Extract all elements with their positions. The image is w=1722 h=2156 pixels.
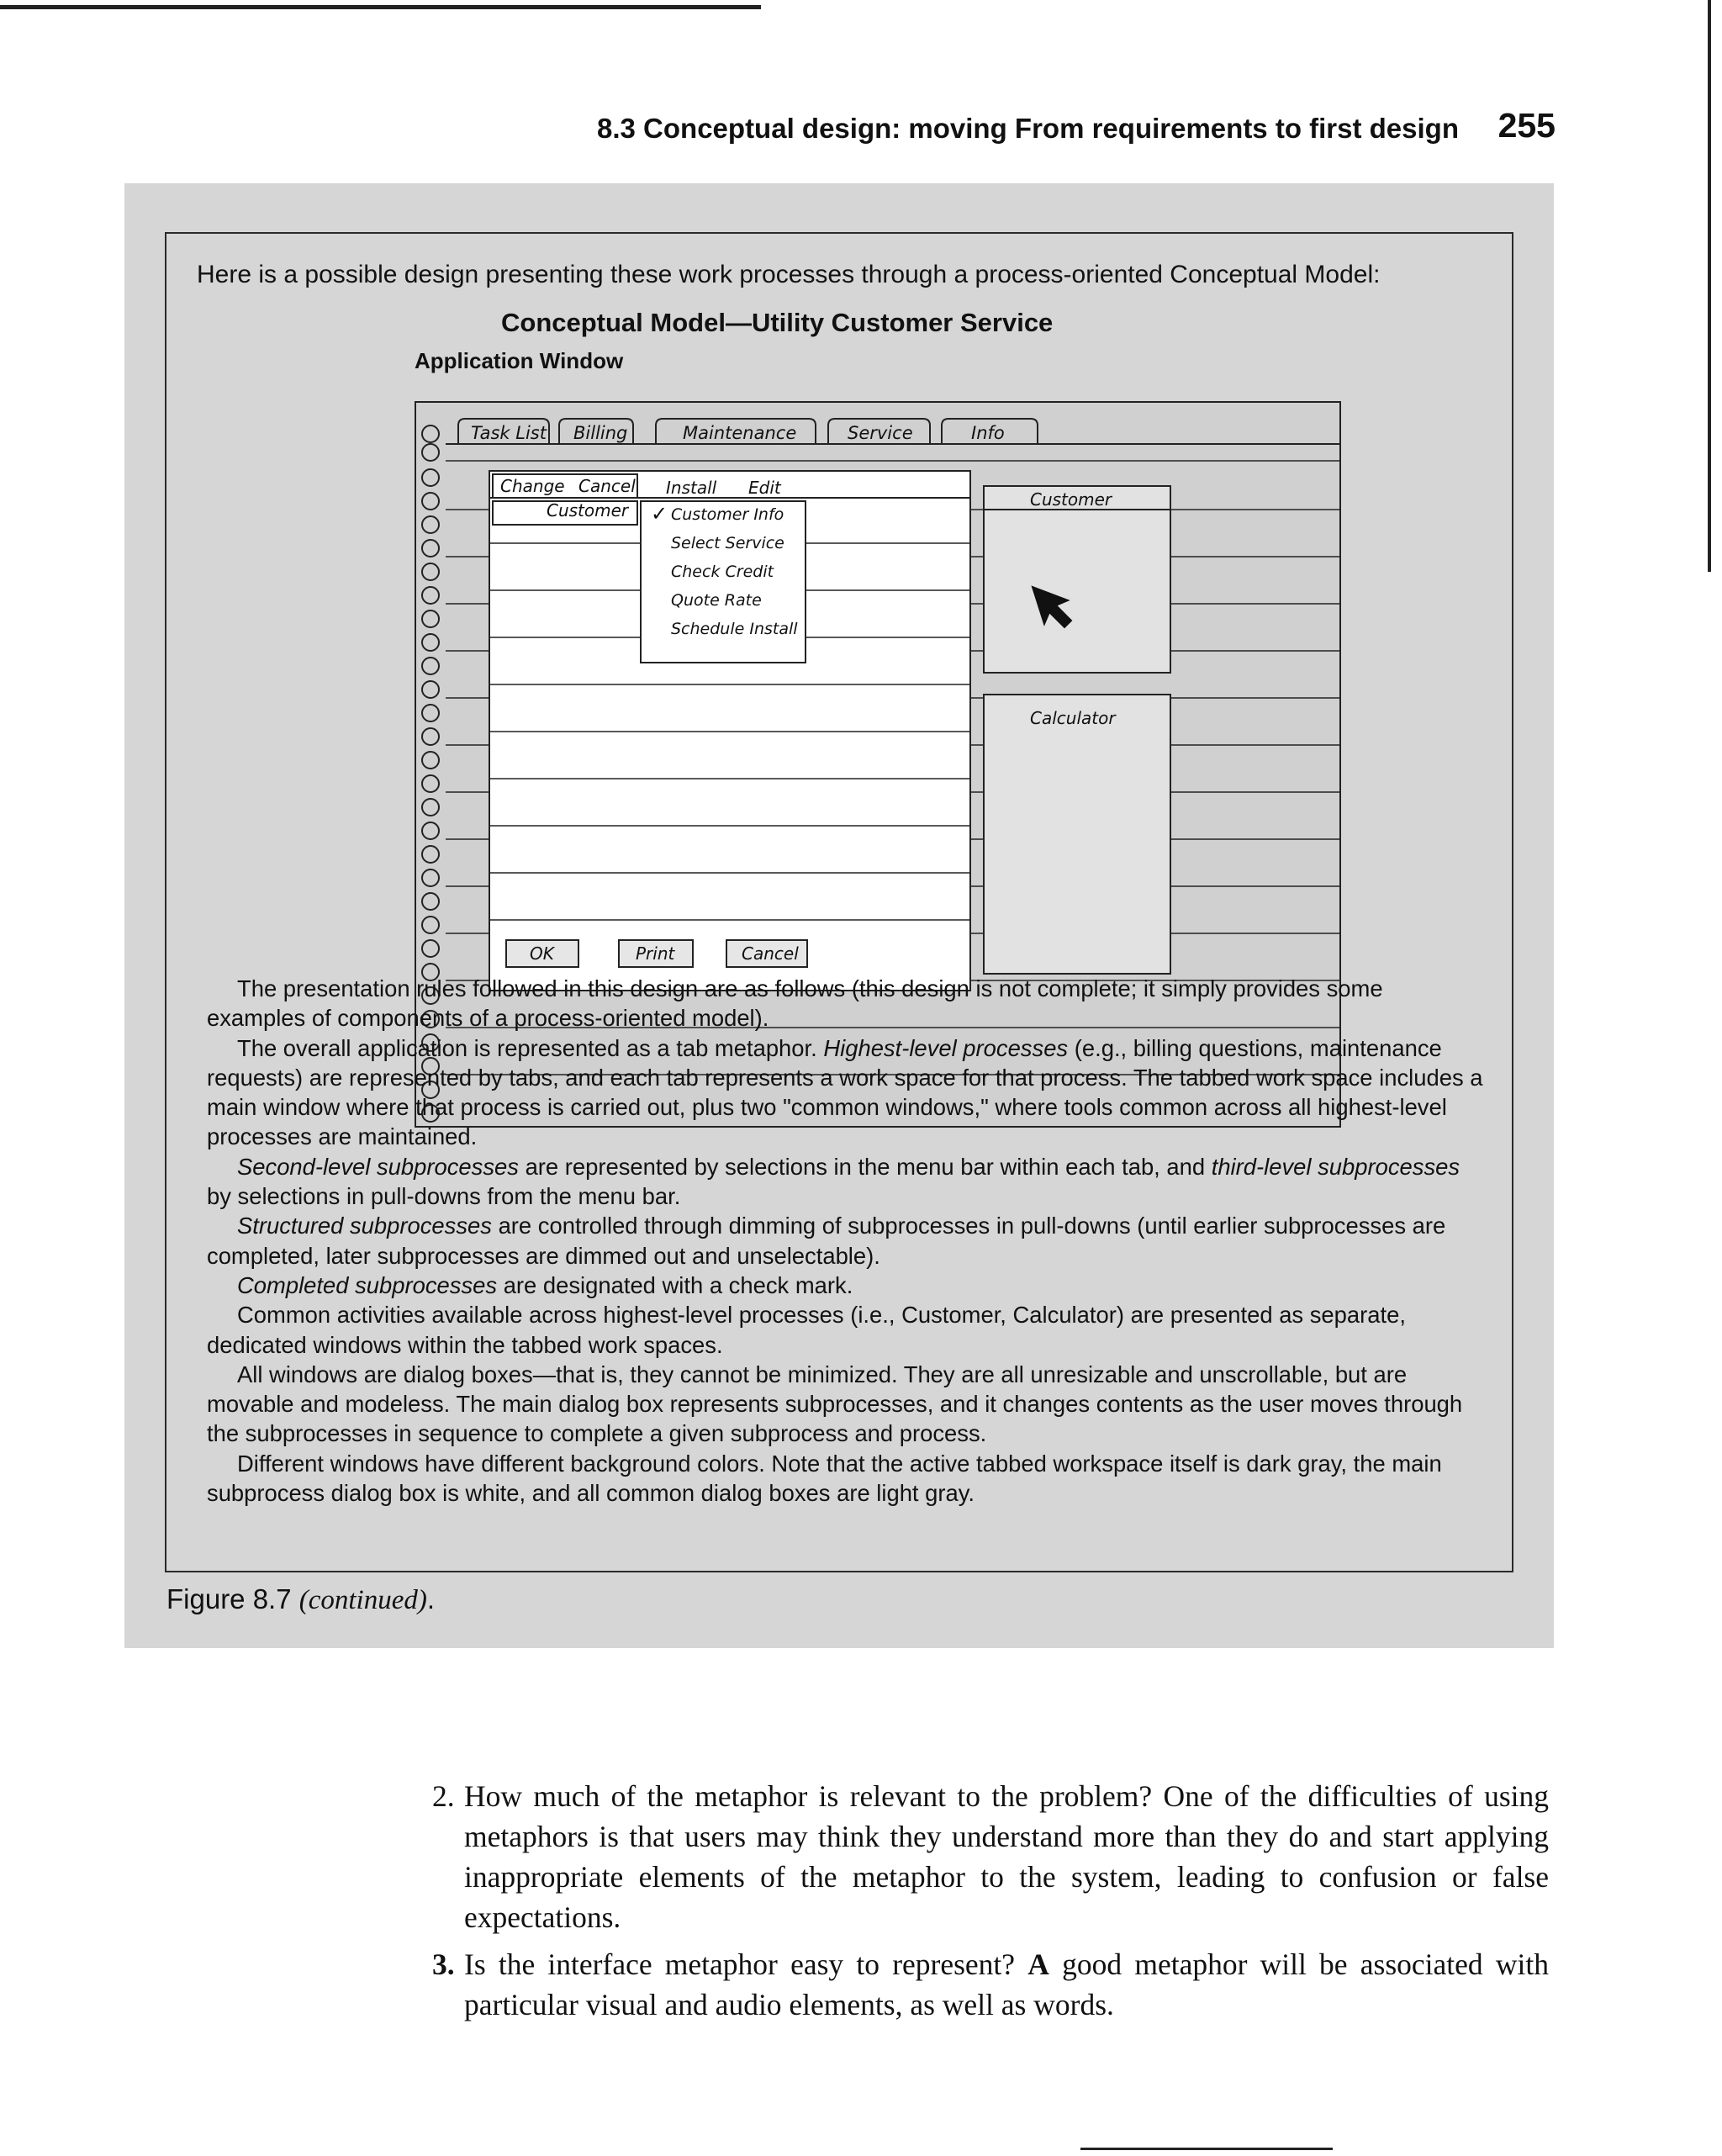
dropdown-schedule-install[interactable]: Schedule Install: [671, 620, 798, 638]
rule-paragraph: Second-level subprocesses are represented by selections in the menu bar within each tab, and third-level subprocesses by selections in pull-downs from the menu bar.: [207, 1153, 1461, 1210]
body-text: [432, 1776, 1549, 2032]
print-button-label: Print: [636, 943, 675, 964]
rule-paragraph: Different windows have different background colors. Note that the active tabbed workspace itself is dark gray, the main subprocess dialog box is white, and all common dialog boxes are light gray.: [207, 1450, 1442, 1507]
list-item: [432, 1944, 1549, 2025]
list-item: [432, 1776, 1549, 1937]
page-number: 255: [1498, 106, 1556, 145]
rule-paragraph: Completed subprocesses are designated with a check mark.: [237, 1271, 853, 1298]
list-text: How much of the metaphor is relevant to the problem? One of the difficulties of using metaphors is that users may think they understand more than they do and start applying inappropriate elements of the metaphor to the system, leading to confusion or false expectations.: [464, 1779, 1549, 1934]
rule-paragraph: All windows are dialog boxes—that is, they cannot be minimized. They are all unresizable and unscrollable, but are movable and modeless. The main dialog box represents subprocesses, and it changes contents as the user moves through the subprocesses in sequence to complete a given subprocess and process.: [207, 1361, 1463, 1447]
rule-paragraph: The overall application is represented as a tab metaphor. Highest-level processes (e.g., billing questions, maintenance requests) are represented by tabs, and each tab represents a work space for that process. The tabbed work space includes a main window where that process is carried out, plus two "common windows," where tools common across all highest-level processes are maintained.: [207, 1034, 1483, 1150]
presentation-rules: [207, 974, 1485, 1508]
tab-label-info: Info: [971, 423, 1005, 443]
rule-paragraph: The presentation rules followed in this design are as follows (this design is not complete; it simply provides some examples of components of a process-oriented model).: [207, 975, 1383, 1032]
menu-edit[interactable]: Edit: [748, 478, 781, 498]
cancel-button-label: Cancel: [742, 943, 799, 964]
dropdown-quote-rate[interactable]: Quote Rate: [671, 591, 762, 610]
menu-cancel[interactable]: Cancel: [578, 476, 636, 496]
running-head-title: 8.3 Conceptual design: moving From requirements to first design: [597, 113, 1459, 144]
ok-button-label: OK: [530, 943, 554, 964]
list-number: 3.: [432, 1947, 455, 1981]
tab-label-maintenance: Maintenance: [683, 423, 797, 443]
tab-label-task-list: Task List: [471, 423, 547, 443]
top-rule: [0, 5, 761, 9]
customer-pane-title: Customer: [547, 500, 629, 521]
rule-paragraph: Common activities available across highest-level processes (i.e., Customer, Calculator) are presented as separate, dedicated windows within the tabbed work spaces.: [207, 1302, 1406, 1358]
application-window-label: Application Window: [415, 348, 624, 373]
running-head: [597, 106, 1556, 148]
right-margin-rule: [1708, 0, 1711, 572]
customer-window[interactable]: [984, 486, 1170, 673]
rule-paragraph: Structured subprocesses are controlled through dimming of subprocesses in pull-downs (until earlier subprocesses are completed, later subprocesses are dimmed out and unselectable).: [207, 1213, 1446, 1269]
tab-label-billing: Billing: [573, 423, 628, 443]
customer-window-title: Customer: [1030, 489, 1112, 510]
check-mark: ✓: [651, 502, 668, 526]
calculator-window-title: Calculator: [1030, 708, 1116, 728]
figure-panel: [124, 183, 1554, 1648]
list-number: 2.: [432, 1779, 455, 1813]
tab-label-service: Service: [848, 423, 913, 443]
list-text: Is the interface metaphor easy to represent? A good metaphor will be associated with particular visual and audio elements, as well as words.: [464, 1947, 1549, 2021]
calculator-window[interactable]: [984, 695, 1170, 974]
dropdown-customer-info[interactable]: Customer Info: [671, 505, 784, 524]
figure-caption: Figure 8.7 (continued).: [166, 1583, 436, 1615]
menu-change[interactable]: Change: [500, 476, 565, 496]
model-title: Conceptual Model—Utility Customer Service: [501, 308, 1054, 337]
figure-intro: Here is a possible design presenting these work processes through a process-oriented Conceptual Model:: [197, 261, 1381, 288]
bottom-rule: [1080, 2148, 1333, 2150]
menu-install[interactable]: Install: [666, 478, 717, 498]
dropdown-check-credit[interactable]: Check Credit: [671, 563, 774, 581]
dropdown-select-service[interactable]: Select Service: [671, 534, 784, 552]
